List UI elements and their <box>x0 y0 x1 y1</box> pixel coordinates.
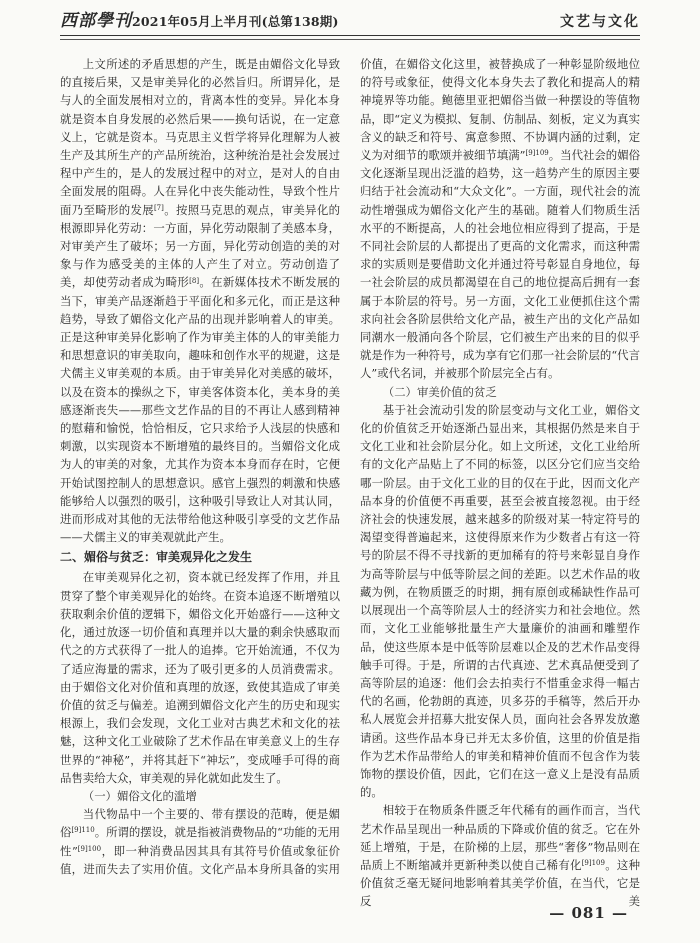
running-header <box>60 9 640 33</box>
issue-info: 2021年05月上半月刊(总第138期) <box>132 14 339 29</box>
header-journal-info <box>60 6 339 31</box>
text-run: 价值，在媚俗文化这里，被替换成了一种彰显阶级地位的符号或象征，使得文化本身失去了教化和提高人的精神境界等功能。鲍德里亚把媚俗当做一种摆设的等值物品，即“定义为模拟、复制、仿制品、刻板，定义为真实含义的缺乏和符号、寓意参照、不协调内涵的过剩，定义为对细节的歌颂并被细节填满” <box>360 57 640 163</box>
paragraph <box>60 805 340 878</box>
citation-superscript: [9]109 <box>525 149 549 158</box>
paragraph <box>360 801 640 910</box>
text-run: ，即一种消费品因其具有其符号价值或象征价值，进而失去了实用价值。文化产品本身所具备的实用 <box>60 843 340 876</box>
section-heading: 二、媚俗与贫乏：审美观异化之发生 <box>60 550 253 565</box>
citation-superscript: [8] <box>189 276 200 285</box>
citation-superscript: [9]100 <box>77 844 102 853</box>
paragraph-continued <box>360 55 640 383</box>
citation-superscript: [7] <box>153 203 164 212</box>
header-rule <box>60 35 640 36</box>
paragraph <box>60 568 340 786</box>
subsection-heading: （一）媚俗文化的滥增 <box>82 788 197 803</box>
text-run: 。当代社会的媚俗文化逐渐呈现出泛滥的趋势，这一趋势产生的原因主要归结于社会流动和“大众文化”。一方面，现代社会的流动性增强成为媚俗文化产生的基础。随着人们物质生活水平的不断提高，人的社会地位相应得到了提高，于是不同社会阶层的人都提出了更高的文化需求，而这种需求的实质则是要借助文化并通过符号彰显自身地位，每一社会阶层的成员都渴望在自己的地位提高后拥有一套属于本阶层的符号。另一方面，文化工业便抓住这个需求向社会各阶层供给文化产品，被生产出的文化产品如同潮水一般涌向各个阶层，它们被生产出来的目的似乎就是作为一种符号，成为享有它们那一社会阶层的“代言人”或代名词，并被那个阶层完全占有。 <box>360 148 640 381</box>
text-run: 上文所述的矛盾思想的产生，既是由媚俗文化导致的直接后果，又是审美异化的必然旨归。所谓异化，是与人的全面发展相对立的，背离本性的变异。异化本身就是资本自身发展的必然后果——换句话说，在一定意义上，它就是资本。马克思主义哲学将异化理解为人被生产及其所生产的产品所统治，这种统治是社会发展过程中产生的，是人的发展过程中的对立，是对人的自由全面发展的阻碍。人在异化中丧失能动性，导致个性片面乃至畸形的发展 <box>60 57 340 217</box>
header-rule-thin <box>60 39 640 40</box>
citation-superscript: [9]109 <box>581 859 605 868</box>
text-run: 。在新媒体技术不断发展的当下，审美产品逐渐趋于平面化和多元化，而正是这种趋势，导致了媚俗文化产品的出现并影响着人的审美。正是这种审美异化影响了作为审美主体的人的审美能力和思想意识的审美取向，趣味和创作水平的规避，这是犬儒主义审美观的本质。由于审美异化对美感的破坏，以及在资本的操纵之下，审美客体资本化，美本身的美感逐渐丧失——那些文艺作品的目的不再让人感到精神的慰藉和愉悦，恰恰相反，它只求给予人浅层的快感和刺激，以实现资本不断增殖的最终目的。当媚俗文化成为人的审美的对象，尤其作为资本本身而存在时，它便开始试图控制人的思想意识。感官上强烈的刺激和快感能够给人以强烈的吸引，这种吸引导致让人对其认同，进而形成对其他的无法带给他这种吸引享受的文艺作品——犬儒主义的审美观就此产生。 <box>60 275 340 545</box>
text-run: 。按照马克思的观点，审美异化的根源即异化劳动：一方面，异化劳动限制了美感本身，对审美产生了破坏；另一方面，异化劳动创造的美的对象与作为感受美的主体的人产生了对立。劳动创造了美，却使劳动者成为畸形 <box>60 202 340 290</box>
subsection-heading: （二）审美价值的贫乏 <box>382 384 497 399</box>
text-run: 当代物品中一个主要的、带有摆设的范畴，便是媚俗 <box>60 807 340 840</box>
paragraph <box>360 401 640 801</box>
text-run: 。所谓的摆设，就是指被消费物品的“功能的无用性” <box>60 825 340 858</box>
left-column <box>60 55 340 878</box>
section-name: 文艺与文化 <box>560 14 640 30</box>
text-run: 在审美观异化之初，资本就已经发挥了作用，并且贯穿了整个审美观异化的始终。在资本追逐不断增殖以获取剩余价值的逻辑下，媚俗文化开始盛行——这种文化，通过放逐一切价值和真理并以大量的剩余快感取而代之的方式获得了一批人的追捧。它开始流通，不仅为了适应海量的需求，还为了吸引更多的人员消费需求。由于媚俗文化对价值和真理的放逐，致使其造成了审美价值的贫乏与偏差。追溯到媚俗文化产生的历史和现实根源上，我们会发现，文化工业对古典艺术和文化的祛魅，这种文化工业破除了艺术作品在审美意义上的生存世界的“神秘”，并将其赶下“神坛”，变成唾手可得的商品售卖给大众，审美观的异化就如此发生了。 <box>60 570 340 785</box>
text-run: 基于社会流动引发的阶层变动与文化工业，媚俗文化的价值贫乏开始逐渐凸显出来，其根据仍然是来自于文化工业和社会阶层分化。如上文所述，文化工业给所有的文化产品贴上了不同的标签，以区分它们应当交给哪一阶层。由于文化工业的目的仅在于此，因而文化产品本身的价值便不再重要，甚至会被直接忽视。由于经济社会的快速发展，越来越多的阶级对某一特定符号的渴望变得普遍起来，这使得原来作为少数者占有这一符号的阶层不得不寻找新的更加稀有的符号来彰显自身作为高等阶层与中低等阶层之间的差距。以艺术作品的收藏为例，在物质匮乏的时期，拥有原创或稀缺性作品可以展现出一个高等阶层人士的经济实力和社会地位。然而，文化工业能够批量生产大量廉价的油画和雕塑作品，使这些原本是中低等阶层难以企及的艺术作品变得触手可得。于是，所谓的古代真迹、艺术真品便受到了高等阶层的追逐：他们会去拍卖行不惜重金求得一幅古代的名画，伦勃朗的真迹，贝多芬的手稿等，然后开办私人展览会并招募大批安保人员，面向社会各界发放邀请函。这些作品本身已并无太多价值，这里的价值是指作为艺术作品带给人的审美和精神价值而不包含作为装饰物的摆设价值，因此，它们在这一意义上是没有品质的。 <box>360 402 640 800</box>
citation-superscript: [9]110 <box>71 826 95 835</box>
right-column <box>360 55 640 911</box>
text-run: 。这种价值贫乏毫无疑问地影响着其美学价值，在当代，它是反美 <box>360 857 640 909</box>
page-number: — 081 — <box>549 904 628 922</box>
paragraph <box>60 55 340 546</box>
journal-name: 西部學刊 <box>60 11 132 31</box>
text-run: 相较于在物质条件匮乏年代稀有的画作而言，当代艺术作品呈现出一种品质的下降或价值的贫乏。它在外延上增殖，于是，在阶梯的上层，那些“奢侈”物品则在品质上不断缩减并更新种类以使自己稀有化 <box>360 803 640 872</box>
